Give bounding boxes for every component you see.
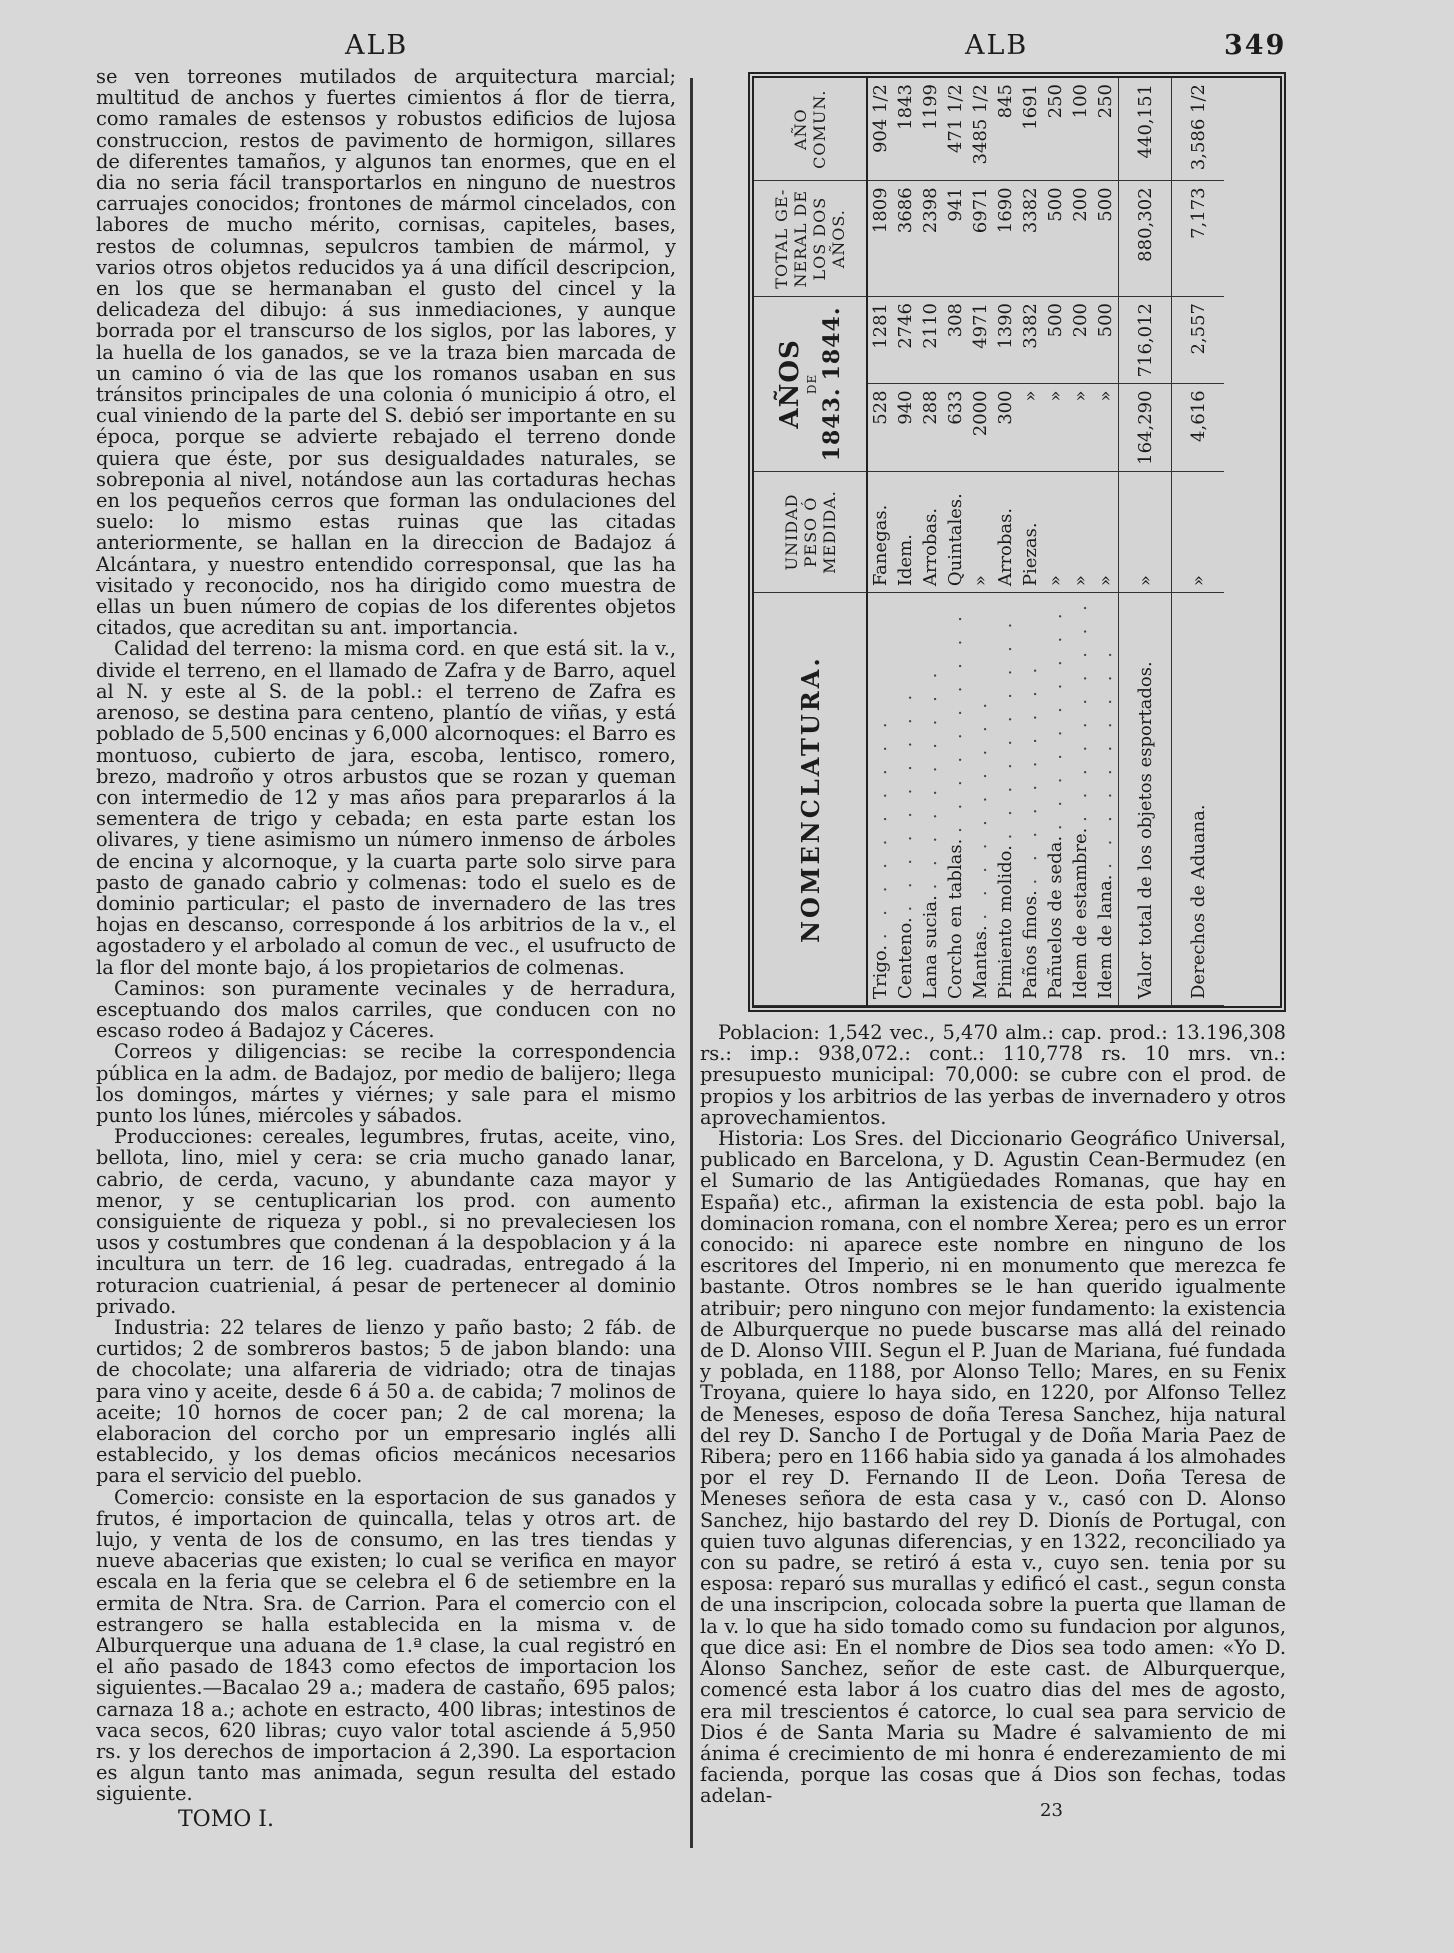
cell-1843: 2000 [968,384,993,471]
cell-ano-comun: 1843 [893,78,918,181]
cell-1843: 300 [993,384,1018,471]
cell-total: 1690 [993,181,1018,297]
cell-unit: » [1043,471,1068,592]
table-row [1018,78,1043,1006]
cell-ano-comun: 100 [1068,78,1093,181]
table-row [1068,78,1093,1006]
cell-1843: 940 [893,384,918,471]
cell-total: 2398 [918,181,943,297]
cell-name: Pañuelos de seda. . . . . . . . . . . [1043,593,1068,1006]
page-number: 349 [1224,30,1287,61]
paragraph-ruins: se ven torreones mutilados de arquitectura marcial; multitud de anchos y fuertes cimientos á flor de tierra, como ramales de estensos y robustos edificios de lujosa construccion, restos de pavimento de hormigon, sillares de diferentes tamaños, y algunos tan enormes, que en el dia no seria fácil transportarlos en ninguno de nuestros carruajes conocidos; frontones de mármol cincelados, con labores de mucho mérito, cornisas, capiteles, bases, restos de columnas, sepulcros tambien de mármol, y varios otros objetos reducidos ya á una difícil descripcion, en los que se hermanaban el gusto del cincel y la delicadeza del dibujo: á sus inmediaciones, y aunque borrada por el transcurso de los siglos, por las labores, y la huella de los ganados, se ve la traza bien marcada de un camino ó via de las que los romanos usaban en sus tránsitos principales de una colonia ó municipio á otro, el cual viniendo de la parte del S. debió ser importante en su época, porque se advierte rebajado el terreno donde quiera que éste, por sus desigualdades naturales, se sobreponia al nivel, notándose aun las cortaduras hechas en los pequeños cerros que forman las ondulaciones del suelo: lo mismo estas ruinas que las citadas anteriormente, se hallan en la direccion de Badajoz á Alcántara, y nuestro entendido corresponsal, que las ha visitado y reconocido, nos ha dirigido como muestra de ellas un buen número de copias de los diferentes objetos citados, que acreditan su ant. importancia. [96,65,676,640]
cell-ano-comun: 1199 [918,78,943,181]
cell-1843: 164,290 [1119,384,1172,471]
cell-1843: » [1068,384,1093,471]
leader-dots: . . . . . . . . . . [945,610,966,833]
exports-table-body [867,78,1224,1006]
table-row [1043,78,1068,1006]
cell-ano-comun: 1691 [1018,78,1043,181]
cell-total: 6971 [968,181,993,297]
header-ano-comun: AÑO COMUN. [754,78,867,181]
leader-dots: . . . . . . . . . . [1095,646,1116,869]
table-row [893,78,918,1006]
cell-name: Trigo. . . . . . . . . . . [867,593,893,1006]
cell-total: 941 [943,181,968,297]
cell-1844: 3382 [1018,296,1043,383]
cell-unit: Piezas. [1018,471,1043,592]
cell-name: Pimiento molido. . . . . . . . . . . [993,593,1018,1006]
cell-1844: 1390 [993,296,1018,383]
table-row [918,78,943,1006]
paragraph-industria: Industria: 22 telares de lienzo y paño basto; 2 fáb. de curtidos; 2 de sombreros bastos; 5 de jabon blando: una de chocolate; una alfareria de vidriado; otra de tinajas para vino y aceite, desde 6 á 50 a. de cabida; 7 molinos de aceite; 10 hornos de cocer pan; 2 de cal morena; la elaboracion del corcho por un empresario inglés alli establecido, y los demas oficios mecánicos necesarios para el servicio del pueblo. [96,1315,676,1488]
exports-table-rotated [754,78,1280,1006]
cell-name: Idem de lana. . . . . . . . . . . [1093,593,1119,1006]
cell-1844: 1281 [867,296,893,383]
cell-ano-comun: 250 [1043,78,1068,181]
left-text-column [96,66,676,1805]
cell-unit: » [968,471,993,592]
cell-unit: » [1119,471,1172,592]
paragraph-poblacion: Poblacion: 1,542 vec., 5,470 alm.: cap. prod.: 13.196,308 rs.: imp.: 938,072.: cont.: 110,778 rs. 10 mrs. vn.: presupuesto municipal: 70,000: se cubre con el prod. de propios y los arbitrios de las yerbas de invernadero y otros aprovechamientos. [700,1021,1286,1129]
cell-name: Idem de estambre. . . . . . . . . . . [1068,593,1093,1006]
cell-1844: 2110 [918,296,943,383]
cell-unit: Arrobas. [993,471,1018,592]
cell-ano-comun: 3,586 1/2 [1172,78,1225,181]
cell-unit: » [1068,471,1093,592]
header-year-1844: 1844. [819,306,845,381]
cell-total: 500 [1043,181,1068,297]
cell-total: 880,302 [1119,181,1172,297]
cell-1844: 716,012 [1119,296,1172,383]
leader-dots: . . . . . . . . . . [895,688,916,912]
cell-1844: 308 [943,296,968,383]
cell-1843: 528 [867,384,893,471]
footer-signature: 23 [1040,1800,1063,1821]
cell-name: Derechos de Aduana. [1172,593,1225,1006]
leader-dots: . . . . . . . . . . [920,666,941,890]
cell-1844: 500 [1093,296,1119,383]
cell-1844: 500 [1043,296,1068,383]
cell-ano-comun: 904 1/2 [867,78,893,181]
leader-dots: . . . . . . . . . . [995,616,1016,840]
leader-dots: . . . . . . . . . . [1020,661,1041,885]
cell-name: Valor total de los objetos esportados. [1119,593,1172,1006]
cell-1844: 4971 [968,296,993,383]
cell-unit: » [1172,471,1225,592]
leader-dots: . . . . . . . . . . [1045,607,1066,831]
leader-dots: . . . . . . . . . . [970,696,991,920]
table-row [1119,78,1172,1006]
exports-table-frame [748,72,1286,1012]
paragraph-producciones: Producciones: cereales, legumbres, frutas, aceite, vino, bellota, lino, miel y cera: se cria mucho ganado lanar, cabrio, de cerda, vacuno, y abundante caza mayor y menor, y se centuplicarian los prod. con aumento consiguiente de riqueza y pobl., si no prevaleciesen los usos y costumbres que condenan á la despoblacion y á la incultura un terr. de 16 leg. cuadradas, entregado á la roturacion cuatrienial, á pesar de pertenecer al dominio privado. [96,1125,676,1318]
exports-table [754,78,1224,1006]
cell-1843: 633 [943,384,968,471]
paragraph-calidad-terreno: Calidad del terreno: la misma cord. en que está sit. la v., divide el terreno, en el llamado de Zafra y de Barro, aquel al N. y este al S. de la pobl.: el terreno de Zafra es arenoso, se destina para centeno, plantío de viñas, y está poblado de 5,500 encinas y 6,000 alcornoques: el Barro es montuoso, cubierto de jara, escoba, lentisco, romero, brezo, madroño y otros arbustos que se rozan y queman con intermedio de 12 y mas años para prepararlos á la sementera de trigo y cebada; en esta parte estan los olivares, y tiene asimismo un número inmenso de árboles de encina y alcornoque, y la cuarta parte solo sirve para pasto de ganado cabrio y colmenas: todo el suelo es de dominio particular; el pasto de invernadero de las tres hojas en descanso, corresponde á los arbitrios de la v., el agostadero y el arbolado al comun de vec., el usufructo de la flor del monte bajo, á los propietarios de colmenas. [96,637,676,979]
paragraph-historia: Historia: Los Sres. del Diccionario Geográfico Universal, publicado en Barcelona, y D. Agustin Cean-Bermudez (en el Sumario de las Antigüedades Romanas, que hay en España) etc., afirman la existencia de esta pobl. bajo la dominacion romana, con el nombre Xerea; pero es un error conocido: ni aparece este nombre en ninguno de los escritores del Imperio, ni en monumento que merezca fe bastante. Otros nombres se le han querido igualmente atribuir; pero ninguno con mejor fundamento: la existencia de Alburquerque no puede buscarse mas allá del reinado de D. Alonso VIII. Segun el P. Juan de Mariana, fué fundada y poblada, en 1188, por Alonso Tello; Mares, en su Fenix Troyana, quiere lo haya sido, en 1220, por Alfonso Tellez de Meneses, esposo de doña Teresa Sanchez, hija natural del rey D. Sancho I de Portugal y de Doña Maria Paez de Ribera; pero en 1166 habia sido ya ganada á los almohades por el rey D. Fernando II de Leon. Doña Teresa de Meneses señora de esta casa y v., casó con D. Alonso Sanchez, hijo bastardo del rey D. Dionís de Portugal, con quien tuvo algunas diferencias, y en 1322, reconciliado ya con su padre, se retiró á esta v., cuyo sen. tenia por su esposa: reparó sus murallas y edificó el cast., segun consta de una inscripcion, colocada sobre la puerta que llaman de la v. lo que ha sido tomado como su fundacion por algunos, que dice asi: En el nombre de Dios sea todo amen: «Yo D. Alonso Sanchez, señor de este cast. de Alburquerque, comencé esta labor á los cuatro dias del mes de agosto, era mil trescientos é catorce, lo cual sea para servicio de Dios é de Santa Maria su Madre é salvamiento de mi ánima é crecimiento de mi honra é enderezamiento de mi facienda, porque las cosas que á Dios son fechas, todas adelan- [700,1127,1286,1808]
paragraph-comercio: Comercio: consiste en la esportacion de sus ganados y frutos, é importacion de quincalla, telas y otros art. de lujo, y venta de los de consumo, en las tres tiendas y nueve abacerias que existen; lo cual se verifica en mayor escala en la feria que se celebra el 6 de setiembre en la ermita de Ntra. Sra. de Carrion. Para el comercio con el estrangero se halla establecida en la misma v. de Alburquerque una aduana de 1.ª clase, la cual registró en el año pasado de 1843 como efectos de importacion los siguientes.—Bacalao 29 a.; madera de castaño, 695 palos; carnaza 18 a.; achote en estracto, 400 libras; intestinos de vaca secos, 620 libras; cuyo valor total asciende á 5,950 rs. y los derechos de importacion á 2,390. La esportacion es algun tanto mas animada, segun resulta del estado siguiente. [96,1485,676,1806]
cell-unit: Idem. [893,471,918,592]
footer-tomo: TOMO I. [178,1807,274,1832]
cell-1843: » [1018,384,1043,471]
header-anos: AÑOS DE 1843. 1844. [754,296,867,471]
table-row [1093,78,1119,1006]
cell-1843: » [1043,384,1068,471]
cell-ano-comun: 440,151 [1119,78,1172,181]
cell-unit: Fanegas. [867,471,893,592]
column-divider [690,78,693,1848]
cell-total: 7,173 [1172,181,1225,297]
cell-name: Centeno. . . . . . . . . . . [893,593,918,1006]
cell-unit: » [1093,471,1119,592]
cell-1844: 2746 [893,296,918,383]
cell-ano-comun: 471 1/2 [943,78,968,181]
right-text-column [700,1022,1286,1807]
cell-1843: » [1093,384,1119,471]
cell-name: Lana sucia. . . . . . . . . . . [918,593,943,1006]
table-row [867,78,893,1006]
header-unidad: UNIDAD PESO Ó MEDIDA. [754,471,867,592]
cell-unit: Arrobas. [918,471,943,592]
cell-1843: 4,616 [1172,384,1225,471]
leader-dots: . . . . . . . . . . [870,716,891,940]
cell-1843: 288 [918,384,943,471]
table-row [1172,78,1225,1006]
cell-1844: 200 [1068,296,1093,383]
table-row [993,78,1018,1006]
paragraph-caminos: Caminos: son puramente vecinales y de herradura, esceptuando dos malos carriles, que conducen con no escaso rodeo á Badajoz y Cáceres. [96,976,676,1043]
running-head-center: ALB [965,30,1029,61]
cell-total: 200 [1068,181,1093,297]
table-row [943,78,968,1006]
header-nomenclatura: NOMENCLATURA. [754,593,867,1006]
cell-ano-comun: 845 [993,78,1018,181]
cell-total: 3686 [893,181,918,297]
cell-total: 1809 [867,181,893,297]
cell-name: Corcho en tablas. . . . . . . . . . . [943,593,968,1006]
cell-unit: Quintales. [943,471,968,592]
table-row [968,78,993,1006]
leader-dots: . . . . . . . . . . [1070,599,1091,822]
cell-1844: 2,557 [1172,296,1225,383]
header-total: TOTAL GE-NERAL DE LOS DOS AÑOS. [754,181,867,297]
header-year-1843: 1843. [819,387,845,462]
running-head-left: ALB [345,30,409,61]
paragraph-correos: Correos y diligencias: se recibe la correspondencia pública en la adm. de Badajoz, por medio de balijero; llega los domingos, mártes y viérnes; y sale para el mismo punto los lúnes, miércoles y sábados. [96,1040,676,1127]
cell-name: Paños finos. . . . . . . . . . . [1018,593,1043,1006]
cell-total: 3382 [1018,181,1043,297]
cell-ano-comun: 250 [1093,78,1119,181]
cell-ano-comun: 3485 1/2 [968,78,993,181]
cell-name: Mantas. . . . . . . . . . . [968,593,993,1006]
cell-total: 500 [1093,181,1119,297]
